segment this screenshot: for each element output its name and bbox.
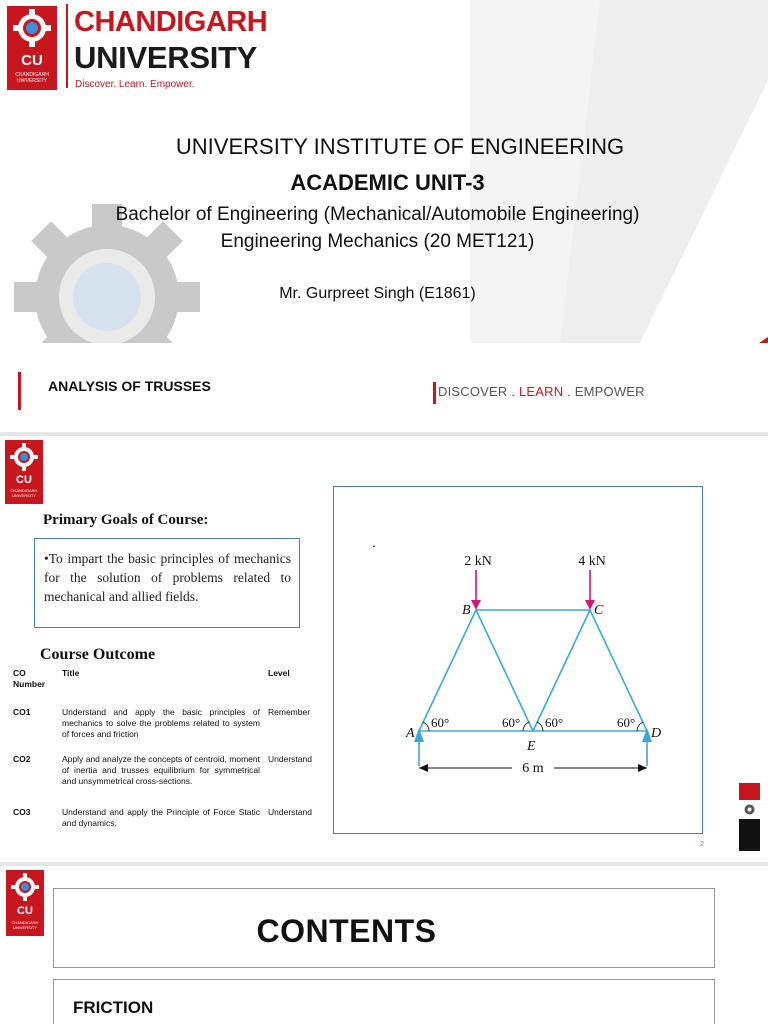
goal-text-box: •To impart the basic principles of mechanics for the solution of problems related to mechanical and allied fields.	[34, 538, 300, 628]
co-level: Understand	[268, 754, 312, 764]
motto-accent-bar	[433, 382, 436, 404]
co-number: CO3	[13, 807, 31, 817]
topic-accent-bar	[18, 372, 21, 410]
logo-abbr: CU	[21, 52, 43, 69]
header-co-number: CO Number	[13, 668, 46, 689]
support-arrow-a	[414, 728, 424, 742]
logo-abbr: CU	[17, 905, 33, 917]
span-arrow-right	[638, 764, 647, 772]
brand-name-line2: UNIVERSITY	[74, 40, 258, 75]
side-gear-icon	[739, 800, 760, 819]
co-level: Remember	[268, 707, 311, 717]
motto	[438, 384, 645, 399]
member-ab	[419, 610, 476, 731]
gear-logo-icon	[6, 870, 44, 904]
logo-subtext: CHANDIGARH UNIVERSITY	[10, 488, 38, 498]
angle-arc-e-left	[523, 722, 529, 731]
program-title: Bachelor of Engineering (Mechanical/Automobile Engineering)	[115, 204, 640, 225]
logo-abbr: CU	[16, 474, 32, 486]
load-arrowhead-b	[471, 600, 481, 610]
course-outcome-heading: Course Outcome	[40, 646, 156, 663]
institute-title: UNIVERSITY INSTITUTE OF ENGINEERING	[175, 134, 625, 159]
figure-dot: .	[372, 534, 376, 550]
motto-empower: . EMPOWER	[567, 384, 645, 399]
side-accent-red	[739, 783, 760, 800]
gear-logo-icon	[7, 6, 57, 52]
logo-subtext: CHANDIGARH UNIVERSITY	[15, 72, 49, 84]
brand-tagline: Discover. Learn. Empower.	[75, 79, 195, 90]
contents-slide	[0, 866, 768, 1024]
course-title: Engineering Mechanics (20 MET121)	[220, 231, 535, 252]
contents-title-box	[53, 888, 715, 968]
angle-arc-e-right	[537, 722, 543, 731]
angle-arc-a	[423, 722, 429, 731]
load-label-b: 2 kN	[464, 554, 492, 569]
node-label-e: E	[527, 739, 536, 754]
brand-divider	[66, 4, 68, 88]
contents-title: CONTENTS	[256, 913, 437, 949]
co-title: Apply and analyze the concepts of centroid, moment of inertia and trusses equilibrium for symmetrical and unsymmetrical cross-sections.	[62, 754, 260, 786]
header-title: Title	[62, 668, 80, 678]
angle-label-e-right: 60°	[545, 715, 564, 730]
brand-name-line1: CHANDIGARH	[74, 6, 268, 38]
member-ce	[533, 610, 590, 731]
unit-title: ACADEMIC UNIT-3	[290, 170, 485, 195]
university-logo	[6, 870, 44, 936]
contents-item-friction: FRICTION	[73, 998, 154, 1017]
angle-label-a: 60°	[431, 715, 450, 730]
co-title: Understand and apply the Principle of Force Static and dynamics.	[62, 807, 260, 828]
load-label-c: 4 kN	[578, 554, 606, 569]
course-goals-slide	[0, 436, 768, 862]
angle-label-d: 60°	[617, 715, 636, 730]
co-title: Understand and apply the basic principles of mechanics to solve the problems related to system of forces and friction	[62, 707, 260, 739]
goals-heading: Primary Goals of Course:	[43, 512, 209, 528]
side-accent-dark	[739, 819, 760, 851]
page-number: 1	[700, 406, 704, 413]
title-slide	[0, 0, 768, 432]
topic-title: ANALYSIS OF TRUSSES	[48, 378, 211, 394]
contents-item-box	[53, 979, 715, 1024]
co-level: Understand	[268, 807, 312, 817]
university-logo	[5, 440, 43, 504]
logo-subtext: CHANDIGARH UNIVERSITY	[11, 920, 39, 930]
span-arrow-left	[419, 764, 428, 772]
angle-arc-d	[637, 722, 643, 731]
motto-learn: LEARN	[518, 384, 564, 399]
motto-discover: DISCOVER .	[438, 384, 516, 399]
node-label-a: A	[406, 726, 415, 741]
truss-members	[419, 610, 647, 731]
load-arrows	[471, 570, 595, 610]
gear-logo-icon	[5, 440, 43, 474]
span-label: 6 m	[522, 761, 544, 776]
header-level: Level	[268, 668, 290, 678]
member-cd	[590, 610, 647, 731]
truss-diagram	[390, 532, 690, 792]
co-number: CO1	[13, 707, 31, 717]
node-label-b: B	[462, 603, 471, 618]
faculty-name: Mr. Gurpreet Singh (E1861)	[279, 285, 476, 302]
node-label-d: D	[651, 726, 662, 741]
co-number: CO2	[13, 754, 31, 764]
page-number: 2	[700, 841, 704, 848]
member-be	[476, 610, 533, 731]
university-logo	[7, 6, 57, 90]
angle-label-e-left: 60°	[502, 715, 521, 730]
node-label-c: C	[594, 603, 604, 618]
